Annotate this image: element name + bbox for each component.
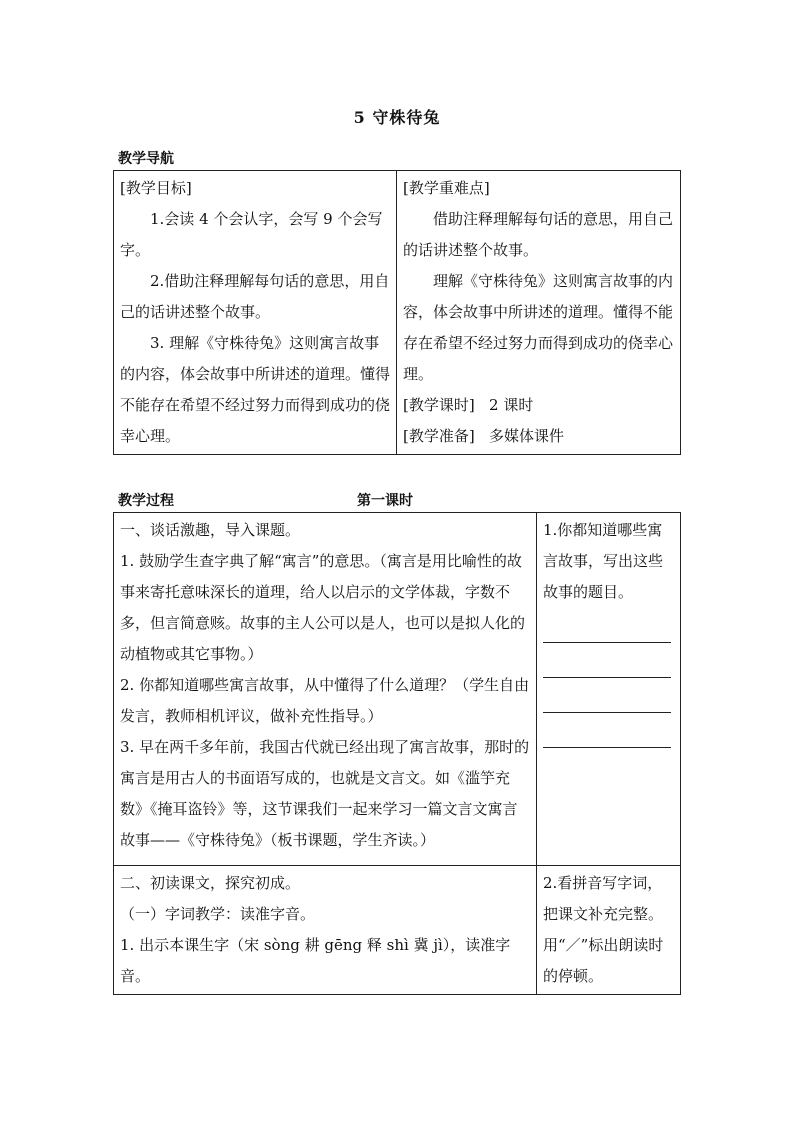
answer-line bbox=[543, 663, 671, 678]
answer-line bbox=[543, 698, 671, 713]
preparation-label: [教学准备] bbox=[403, 427, 475, 445]
keypoints-cell bbox=[397, 171, 681, 455]
section1-item: 1. 鼓励学生查字典了解“寓言”的意思。（寓言是用比喻性的故事来寄托意味深长的道理，给人以启示的文学体裁，字数不多，但言简意赅。故事的主人公可以是人，也可以是拟人化的动植物或其它事物。） bbox=[120, 552, 526, 663]
objectives-heading: [教学目标] bbox=[120, 179, 192, 197]
answer-line bbox=[543, 733, 671, 748]
lesson-label: 第一课时 bbox=[357, 493, 413, 509]
preparation bbox=[403, 421, 674, 452]
section2-content-cell bbox=[114, 866, 537, 995]
preparation-value: 多媒体课件 bbox=[489, 427, 565, 445]
page-title: 5 守株待兔 bbox=[353, 108, 441, 127]
section1-side-cell bbox=[537, 513, 681, 866]
answer-line bbox=[543, 628, 671, 643]
teaching-process-table bbox=[113, 512, 681, 995]
section1-item: 3. 早在两千多年前，我国古代就已经出现了寓言故事，那时的寓言是用古人的书面语写成的，也就是文言文。如《滥竽充数》《掩耳盗铃》等，这节课我们一起来学习一篇文言文寓言故事——《守株待兔》（板书课题，学生齐读。） bbox=[120, 738, 530, 849]
keypoint-item: 借助注释理解每句话的意思，用自己的话讲述整个故事。 bbox=[403, 210, 674, 259]
class-hours bbox=[403, 390, 674, 421]
objective-item: 2.借助注释理解每句话的意思，用自己的话讲述整个故事。 bbox=[120, 272, 390, 321]
keypoints-heading: [教学重难点] bbox=[403, 179, 490, 197]
class-hours-label: [教学课时] bbox=[403, 396, 475, 414]
objective-item: 1.会读 4 个会认字，会写 9 个会写字。 bbox=[120, 210, 383, 259]
keypoint-item: 理解《守株待兔》这则寓言故事的内容，体会故事中所讲述的道理。懂得不能存在希望不经过努力而得到成功的侥幸心理。 bbox=[403, 272, 674, 383]
section1-content-cell bbox=[114, 513, 537, 866]
objective-item: 3. 理解《守株待兔》这则寓言故事的内容，体会故事中所讲述的道理。懂得不能存在希望不经过努力而得到成功的侥幸心理。 bbox=[120, 334, 391, 445]
process-label: 教学过程 bbox=[118, 493, 174, 509]
section1-side-note: 1.你都知道哪些寓言故事，写出这些故事的题目。 bbox=[543, 521, 664, 601]
section2-side-note: 2.看拼音写字词，把课文补充完整。用“／”标出朗读时的停顿。 bbox=[543, 874, 664, 985]
section2-sub-heading: （一）字词教学：读准字音。 bbox=[120, 905, 316, 923]
section1-heading: 一、谈话激趣，导入课题。 bbox=[120, 521, 301, 539]
guide-label: 教学导航 bbox=[118, 151, 174, 167]
objectives-cell bbox=[114, 171, 397, 455]
section2-heading: 二、初读课文，探究初成。 bbox=[120, 874, 301, 892]
section2-side-cell bbox=[537, 866, 681, 995]
teaching-guide-table bbox=[113, 170, 681, 455]
section1-item: 2. 你都知道哪些寓言故事，从中懂得了什么道理？（学生自由发言，教师相机评议，做补充性指导。） bbox=[120, 676, 530, 725]
class-hours-value: 2 课时 bbox=[489, 396, 534, 414]
section2-item: 1. 出示本课生字（宋 sòng 耕 gēng 释 shì 冀 jì），读准字音。 bbox=[120, 936, 511, 985]
